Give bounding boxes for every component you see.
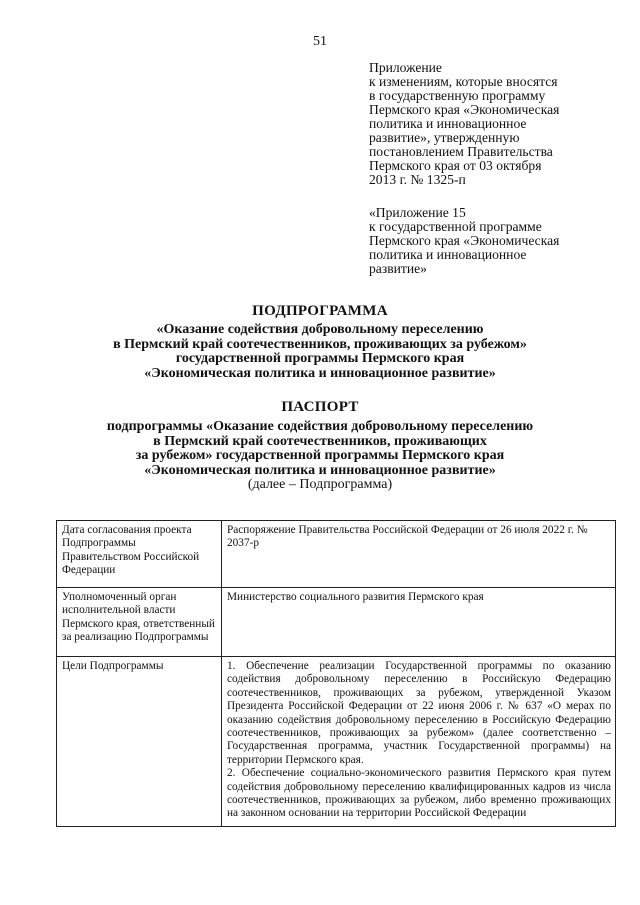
table-cell-label: Уполномоченный орган исполнительной власти Пермского края, ответственный за реализацию Подпрограммы bbox=[57, 588, 222, 657]
appendix-line: 2013 г. № 1325-п bbox=[369, 172, 466, 187]
appendix-line: Пермского края «Экономическая bbox=[369, 102, 560, 117]
subprogram-name bbox=[0, 323, 640, 381]
table-row bbox=[57, 657, 616, 827]
passport-subtitle-line: подпрограммы «Оказание содействия добровольному переселению bbox=[106, 419, 534, 434]
appendix-line: политика и инновационное bbox=[369, 116, 527, 131]
subprogram-name-line: в Пермский край соотечественников, проживающих за рубежом» bbox=[113, 336, 527, 352]
appendix-15-line: развитие» bbox=[369, 261, 427, 276]
table-cell-value: Распоряжение Правительства Российской Федерации от 26 июля 2022 г. № 2037-р bbox=[222, 521, 616, 588]
table-row bbox=[57, 521, 616, 588]
table-cell-label: Цели Подпрограммы bbox=[57, 657, 222, 827]
appendix-line: Пермского края от 03 октября bbox=[369, 158, 542, 173]
subprogram-name-line: «Оказание содействия добровольному переселению bbox=[156, 322, 484, 337]
table-row bbox=[57, 588, 616, 657]
appendix-15-line: Пермского края «Экономическая bbox=[369, 233, 560, 248]
appendix-line: постановлением Правительства bbox=[369, 144, 553, 159]
table-cell-value bbox=[222, 657, 616, 827]
subprogram-name-line: государственной программы Пермского края bbox=[175, 351, 465, 366]
appendix-reference-block bbox=[369, 61, 619, 187]
passport-table bbox=[56, 520, 616, 827]
goal-paragraph-1: 1. Обеспечение реализации Государственной программы по оказанию содействия добровольному переселению в Российскую Федерацию соотечественников, проживающих за рубежом, утвержденной Указом Президента Российской Федерации от 22 июня 2006 г. № 637 «О мерах по оказанию содействия добровольному переселению в Российскую Федерацию соотечественников, проживающих за рубежом» (далее соответственно – Государственная программа, участник Государственной программы) на территории Пермского края. bbox=[227, 660, 611, 766]
appendix-15-line: «Приложение 15 bbox=[369, 205, 466, 220]
subprogram-title: ПОДПРОГРАММА bbox=[252, 303, 388, 319]
appendix-line: в государственную программу bbox=[369, 88, 546, 103]
passport-subtitle bbox=[0, 420, 640, 493]
appendix-15-line: политика и инновационное bbox=[369, 247, 527, 262]
goal-paragraph-2: 2. Обеспечение социально-экономического развития Пермского края путем содействия добровольному переселению квалифицированных кадров из числа соотечественников, проживающих за рубежом, либо временно проживающих на законном основании на территории Российской Федерации bbox=[227, 767, 611, 820]
appendix-line: развитие», утвержденную bbox=[369, 130, 520, 145]
page-number: 51 bbox=[313, 34, 327, 49]
appendix-line: Приложение bbox=[369, 60, 442, 75]
table-cell-value: Министерство социального развития Пермского края bbox=[222, 588, 616, 657]
passport-subtitle-line: «Экономическая политика и инновационное развитие» bbox=[144, 462, 496, 478]
appendix-15-line: к государственной программе bbox=[369, 219, 542, 234]
appendix-15-block bbox=[369, 206, 619, 276]
subprogram-name-line: «Экономическая политика и инновационное развитие» bbox=[144, 365, 496, 381]
passport-title: ПАСПОРТ bbox=[281, 399, 359, 415]
passport-subtitle-line: за рубежом» государственной программы Пермского края bbox=[135, 448, 505, 463]
passport-subtitle-note: (далее – Подпрограмма) bbox=[247, 477, 393, 492]
table-cell-label: Дата согласования проекта Подпрограммы Правительством Российской Федерации bbox=[57, 521, 222, 588]
passport-subtitle-line: в Пермский край соотечественников, проживающих bbox=[153, 433, 487, 449]
appendix-line: к изменениям, которые вносятся bbox=[369, 74, 558, 89]
